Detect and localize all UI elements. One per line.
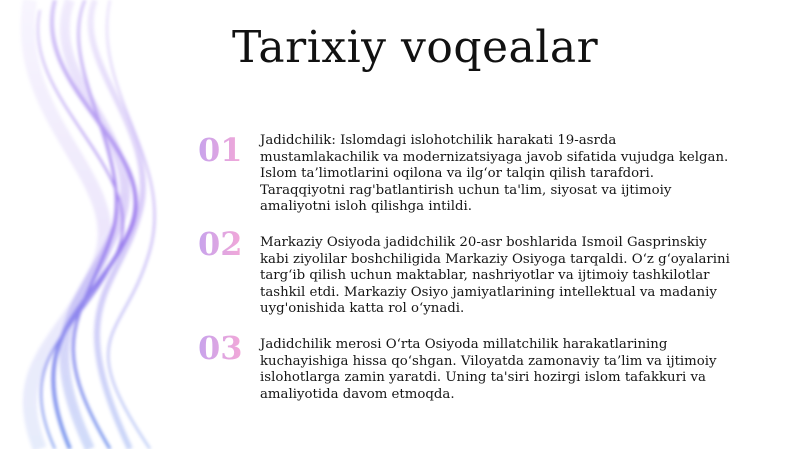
slide-title: Tarixiy voqealar bbox=[232, 22, 599, 73]
item-text: Jadidchilik: Islomdagi islohotchilik harakati 19-asrda mustamlakachilik va modernizatsiyaga javob sifatida vujudga kelgan. Islom ta’limotlarini oqilona va ilg‘or talqin qilish tarafdori. Taraqqiyotni rag'batlantirish uchun ta'lim, siyosat va ijtimoiy amaliyotni isloh qilishga intildi. bbox=[260, 133, 729, 215]
item-number: 03 bbox=[198, 329, 243, 367]
item-number: 01 bbox=[198, 131, 243, 169]
item-number: 02 bbox=[198, 225, 243, 263]
item-text: Markaziy Osiyoda jadidchilik 20-asr boshlarida Ismoil Gasprinskiy kabi ziyolilar boshchiligida Markaziy Osiyoga tarqaldi. O‘z g‘oyalarini targ‘ib qilish uchun maktablar, nashriyotlar va ijtimoiy tashkilotlar tashkil etdi. Markaziy Osiyo jamiyatlarining intellektual va madaniy uyg'onishida katta rol o‘ynadi. bbox=[260, 235, 730, 317]
item-text: Jadidchilik merosi O‘rta Osiyoda millatchilik harakatlarining kuchayishiga hissa qo‘shgan. Viloyatda zamonaviy ta’lim va ijtimoiy islohotlarga zamin yaratdi. Uning ta'siri hozirgi islom tafakkuri va amaliyotida davom etmoqda. bbox=[260, 337, 717, 402]
